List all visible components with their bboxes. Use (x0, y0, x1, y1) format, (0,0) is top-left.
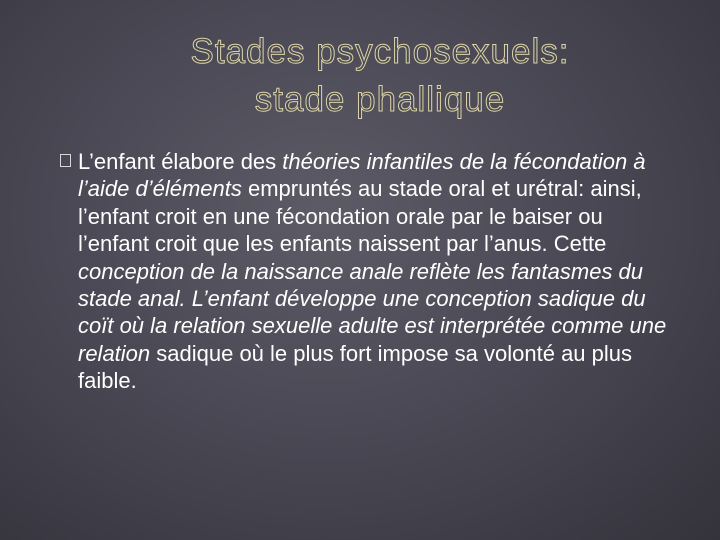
slide-title-line-2: stade phallique (254, 80, 506, 119)
slide-title-line-1: Stades psychosexuels: (190, 32, 570, 71)
box-bullet-icon (60, 154, 71, 167)
text-run-italic: théories infantiles de la fécondation à l’aide d’éléments (78, 149, 646, 202)
slide-title (0, 28, 720, 124)
bullet-item (56, 148, 676, 395)
text-run: sadique où le plus fort impose sa volonté au plus faible. (78, 340, 633, 394)
bullet-paragraph (78, 148, 676, 395)
text-run-italic: conception de la naissance anale reflète les fantasmes du stade anal. L’enfant développe une conception sadique du coït où la relation sexuelle adulte est interprétée comme une relation (78, 258, 667, 366)
text-run: empruntés au stade oral et urétral: ainsi, l’enfant croit en une fécondation orale par le baiser ou l’enfant croit que les enfants naissent par l’anus. Cette (78, 176, 642, 257)
text-run: L’enfant élabore des (78, 149, 283, 174)
